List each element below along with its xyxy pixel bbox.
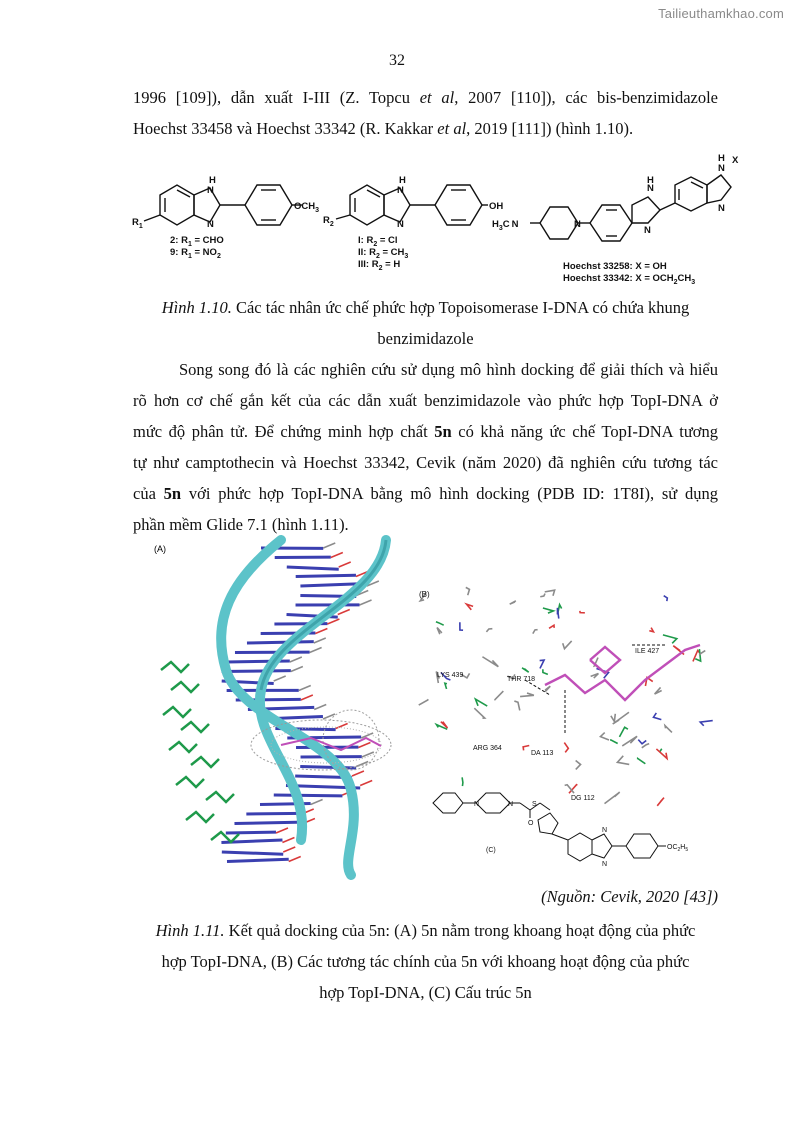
residue-stick [486,629,492,632]
panel-a-label: (A) [154,544,166,554]
dna-base-pair [247,642,314,643]
c1-och3: $OCH_3$ [294,201,320,214]
ligand-5n-b [545,645,700,700]
residue-stick [564,743,568,753]
body-line-4: tự như camptothecin và Hoechst 33342, Cevik (năm 2020) đã nghiên cứu tương tác [133,453,718,472]
residue-stick [665,726,672,733]
residue-stick [436,622,444,625]
c2-r2: $R_2$ [323,215,334,228]
residue-stick [543,608,553,613]
residue-ile-427: ILE 427 [635,648,660,655]
c2-label-3: III: $R_2 = H$ [358,259,401,272]
residue-stick [653,713,661,720]
residue-stick [642,744,649,748]
figure-1-11-panel-c [428,778,718,873]
dna-phosphate [339,562,351,567]
dna-phosphate [276,828,288,833]
figure-1-10-caption: Hình 1.10. Các tác nhân ức chế phức hợp Topoisomerase I-DNA có chứa khung benzimidazole [161,298,690,348]
dna-base-pair [222,852,283,854]
hoechst-h-2: H [718,153,725,164]
dna-base-pair [287,567,339,569]
hoechst-nh-2: N [718,163,725,174]
residue-stick [514,701,519,710]
dna-base-pair [226,832,276,833]
svg-text:N [207,219,214,230]
residue-dg-112: DG 112 [571,795,595,802]
residue-stick [622,736,637,746]
c1-n: N [207,219,214,230]
residue-stick [649,628,653,632]
hoechst-n-pip: N [574,219,581,230]
residue-stick [533,630,538,634]
residue-stick [545,686,550,692]
protein-residue [206,792,234,802]
dna-phosphate [331,553,343,558]
hoechst-label-2: Hoechst 33342: $X = OCH_2CH_3$ [563,273,696,286]
hoechst-nh-1: N [647,183,654,194]
residue-stick [610,740,618,744]
residue-stick [656,749,667,759]
dna-phosphate [352,771,364,776]
residue-stick [638,759,646,764]
residue-stick [700,721,713,726]
dna-phosphate [289,857,301,862]
protein-residue [171,682,199,692]
protein-residue [163,707,191,717]
c1-r1: $R_1$ [132,217,143,230]
dna-base-pair [274,795,343,796]
dna-phosphate [314,705,326,710]
dna-phosphate [310,648,322,653]
dna-phosphate [327,619,339,624]
residue-stick [663,635,677,643]
c1-label-2: 9: $R_1 = NO_2$ [170,247,221,260]
intro-line-1: 1996 [109]), dẫn xuất I-III (Z. Topcu et al, 2007 [110]), các bis-benzimidazole [133,88,719,107]
body-line-1: Song song đó là các nghiên cứu sử dụng mô hình docking để giải thích và hiểu [179,360,718,379]
residue-stick [543,669,548,674]
protein-residue [181,722,209,732]
protein-residue [176,777,204,787]
c2-n: N [397,219,404,230]
c2-nh: N [397,185,404,196]
svg-text:OCH3 [294,201,319,214]
svg-text:N [207,185,214,196]
residue-stick [522,668,529,672]
hoechst-h-1: H [647,175,654,186]
residue-stick [520,693,534,697]
dna-base-pair [246,813,301,814]
c2-h: H [399,175,406,186]
residue-stick [540,660,544,668]
residue-stick [523,745,529,750]
body-paragraph [133,354,718,540]
figure-1-11-caption: Hình 1.11. Kết quả docking của 5n: (A) 5n nằm trong khoang hoạt động của phức hợp TopI-DNA, (B) Các tương tác chính của 5n với khoang hoạt động của phức hợp TopI-DNA, (C) Cấu trúc 5n [155,921,696,1002]
residue-stick [510,601,516,604]
svg-text:R1 [132,217,143,230]
dna-base-pair [234,822,302,823]
dna-base-pair [296,575,356,576]
residue-lys-439: LYS 439 [437,672,464,679]
intro-line-2: Hoechst 33458 và Hoechst 33342 (R. Kakkar et al, 2019 [111]) (hình 1.10). [133,119,634,138]
protein-residue [169,742,197,752]
dna-base-pair [222,671,291,672]
hoechst-x: X [732,155,739,166]
dna-phosphate [361,733,373,738]
dna-phosphate [323,543,335,548]
figure-1-11-panel-b [415,585,720,810]
residue-stick [600,733,609,740]
c-n-atom: N [508,801,514,808]
panel-c-label: (C) [486,847,496,854]
dna-base-pair [227,859,289,861]
c-nh-atom: N [602,827,608,834]
residue-stick [580,611,585,613]
residue-arg-364: ARG 364 [473,745,502,752]
residue-stick [494,691,503,700]
dna-phosphate [291,667,303,672]
c-n2-atom: N [474,801,480,808]
residue-stick [466,587,470,595]
dna-phosphate [315,629,327,634]
hoechst-label-1: Hoechst 33258: X = OH [563,261,667,272]
c2-label-1: I: $R_2 = Cl$ [358,235,398,248]
dna-phosphate [274,676,286,681]
c2-label-2: II: $R_2 = CH_3$ [358,247,409,260]
hoechst-n-2: N [718,203,725,214]
residue-stick [611,714,615,722]
residue-stick [591,674,599,679]
residue-stick [460,622,463,630]
dna-phosphate [360,781,372,786]
c-o-atom: O [528,820,534,827]
body-line-6: phần mềm Glide 7.1 (hình 1.11). [133,515,349,534]
residue-stick [540,594,545,597]
body-line-2: rõ hơn cơ chế gắn kết của các dẫn xuất benzimidazole vào phức hợp TopI-DNA ở [133,391,718,410]
c2-oh: OH [489,201,504,212]
figure-source: (Nguồn: Cevik, 2020 [43]) [541,887,718,906]
dna-phosphate [358,743,370,748]
dna-phosphate [282,838,294,843]
residue-stick [563,641,572,649]
page-number: 32 [389,52,405,69]
c-n3-atom: N [602,861,608,868]
residue-stick [474,708,484,718]
residue-stick [619,727,627,737]
residue-stick [655,687,662,694]
panel-b-label: (B) [419,590,430,599]
dna-phosphate [290,657,302,662]
residue-stick [664,596,668,601]
residue-thr-718: THR 718 [507,676,536,683]
protein-residue [161,662,189,672]
protein-residue [191,757,219,767]
residue-stick [467,604,474,610]
residue-stick [437,628,442,635]
dna-phosphate [338,610,350,615]
residue-stick [549,625,554,628]
figure-1-10-structures [130,145,739,286]
dna-phosphate [360,600,372,605]
residue-stick [482,657,498,667]
residue-stick [545,590,555,596]
body-line-3: mức độ phân tử. Để chứng minh hợp chất 5n có khả năng ức chế TopI-DNA tương [133,422,718,441]
dna-phosphate [283,847,295,852]
dna-base-pair [300,767,356,768]
dna-phosphate [311,800,323,805]
watermark: Tailieuthamkhao.com [658,6,784,21]
figure-1-11-panel-a [151,540,411,875]
intro-paragraph [133,82,718,144]
c1-n-h: H [209,175,216,186]
body-line-5: của 5n với phức hợp TopI-DNA bằng mô hình docking (PDB ID: 1T8I), sử dụng [133,484,718,503]
protein-residue [186,812,214,822]
c-oc2h5: $OC_2H_5$ [667,844,689,853]
dna-phosphate [299,686,311,691]
residue-stick [638,740,646,744]
c1-nh: N [207,185,214,196]
c-s-atom: S [532,801,537,808]
residue-stick [445,683,447,689]
residue-stick [419,699,429,705]
residue-stick [576,760,581,769]
residue-stick [617,756,629,765]
residue-da-113: DA 113 [531,750,554,757]
dna-phosphate [301,695,313,700]
dna-phosphate [314,638,326,643]
c1-label-1: 2: $R_1$ = CHO [170,235,224,248]
hoechst-n-1: N [644,225,651,236]
hoechst-h3c: $H_3C$ N [492,219,519,232]
residue-stick [475,699,487,706]
